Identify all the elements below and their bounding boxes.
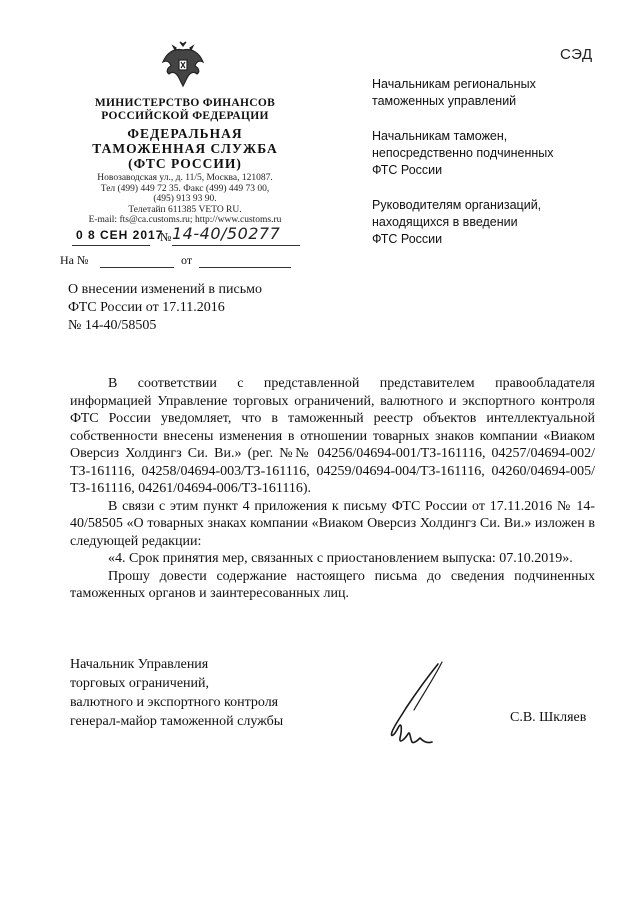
body-paragraph: В соответствии с представленной представителем правообладателя информацией Управление торговых ограничений, валютного и экспортного контроля ФТС России уведомляет, что в таможенный реестр объектов интеллектуальной собственности внесены изменения в отношении товарных знаков компании «Виаком Оверсиз Холдингз Си. Ви.» (рег. №№ 04256/04694-001/ТЗ-161116, 04257/04694-002/ТЗ-161116, 04258/04694-003/ТЗ-161116, 04259/04694-004/ТЗ-161116, 04260/04694-005/ТЗ-161116, 04261/04694-006/ТЗ-161116). <box>70 376 595 496</box>
reference-line <box>60 253 88 268</box>
recipients-block <box>372 76 602 266</box>
sed-mark: СЭД <box>560 46 593 63</box>
subject-line: О внесении изменений в письмо <box>68 282 262 297</box>
recipient-line: находящихся в введении <box>372 215 518 229</box>
service-name <box>60 126 310 171</box>
date-underline <box>72 245 150 246</box>
ministry-name <box>60 97 310 123</box>
recipient-group <box>372 76 602 110</box>
recipient-line: ФТС России <box>372 163 443 177</box>
subject-line: ФТС России от 17.11.2016 <box>68 300 225 315</box>
recipient-line: таможенных управлений <box>372 94 517 108</box>
registration-number-label: № <box>160 230 172 244</box>
signatory-title-line: Начальник Управления <box>70 657 209 672</box>
registration-date-stamp: 0 8 СЕН 2017 <box>76 228 164 242</box>
contact-line: Новозаводская ул., д. 11/5, Москва, 121087. <box>97 173 273 183</box>
recipient-line: Начальникам региональных <box>372 77 536 91</box>
number-underline <box>172 245 300 246</box>
sender-contacts <box>50 173 320 226</box>
handwritten-signature <box>372 660 452 755</box>
reference-number-blank <box>100 267 174 268</box>
recipient-line: ФТС России <box>372 232 443 246</box>
signatory-title-line: торговых ограничений, <box>70 676 210 691</box>
coat-of-arms-emblem <box>161 40 205 88</box>
ministry-line: МИНИСТЕРСТВО ФИНАНСОВ <box>94 97 276 109</box>
letter-body <box>70 375 595 603</box>
subject-line: № 14-40/58505 <box>68 318 157 333</box>
service-line: (ФТС РОССИИ) <box>128 156 242 171</box>
reference-label: На № <box>60 253 89 267</box>
reference-from-label: от <box>181 253 193 267</box>
ministry-line: РОССИЙСКОЙ ФЕДЕРАЦИИ <box>101 110 269 122</box>
signatory-title-line: генерал-майор таможенной службы <box>70 714 284 729</box>
reference-date-blank <box>199 267 291 268</box>
registration-number: 14-40/50277 <box>172 224 281 243</box>
signatory-title <box>70 655 330 731</box>
recipient-group <box>372 197 602 248</box>
recipient-line: Руководителям организаций, <box>372 198 542 212</box>
signatory-name: С.В. Шкляев <box>510 710 587 725</box>
body-paragraph: «4. Срок принятия мер, связанных с приостановлением выпуска: 07.10.2019». <box>108 551 573 566</box>
signatory-title-line: валютного и экспортного контроля <box>70 695 279 710</box>
body-paragraph: Прошу довести содержание настоящего письма до сведения подчиненных таможенных органов и заинтересованных лиц. <box>70 568 595 601</box>
contact-line: (495) 913 93 90. <box>153 194 217 204</box>
service-line: ТАМОЖЕННАЯ СЛУЖБА <box>92 141 278 156</box>
contact-line: Телетайп 611385 VETO RU. <box>128 204 242 215</box>
body-paragraph: В связи с этим пункт 4 приложения к письму ФТС России от 17.11.2016 № 14-40/58505 «О товарных знаках компании «Виаком Оверсиз Холдингз Си. Ви.» изложен в следующей редакции: <box>70 498 595 549</box>
recipient-group <box>372 128 602 179</box>
letter-subject <box>68 281 328 335</box>
recipient-line: непосредственно подчиненных <box>372 146 554 160</box>
contact-line: Тел (499) 449 72 35. Факс (499) 449 73 00, <box>100 183 270 194</box>
service-line: ФЕДЕРАЛЬНАЯ <box>127 126 243 141</box>
contact-line: E-mail: fts@ca.customs.ru; http://www.customs.ru <box>88 215 282 225</box>
recipient-line: Начальникам таможен, <box>372 129 508 143</box>
